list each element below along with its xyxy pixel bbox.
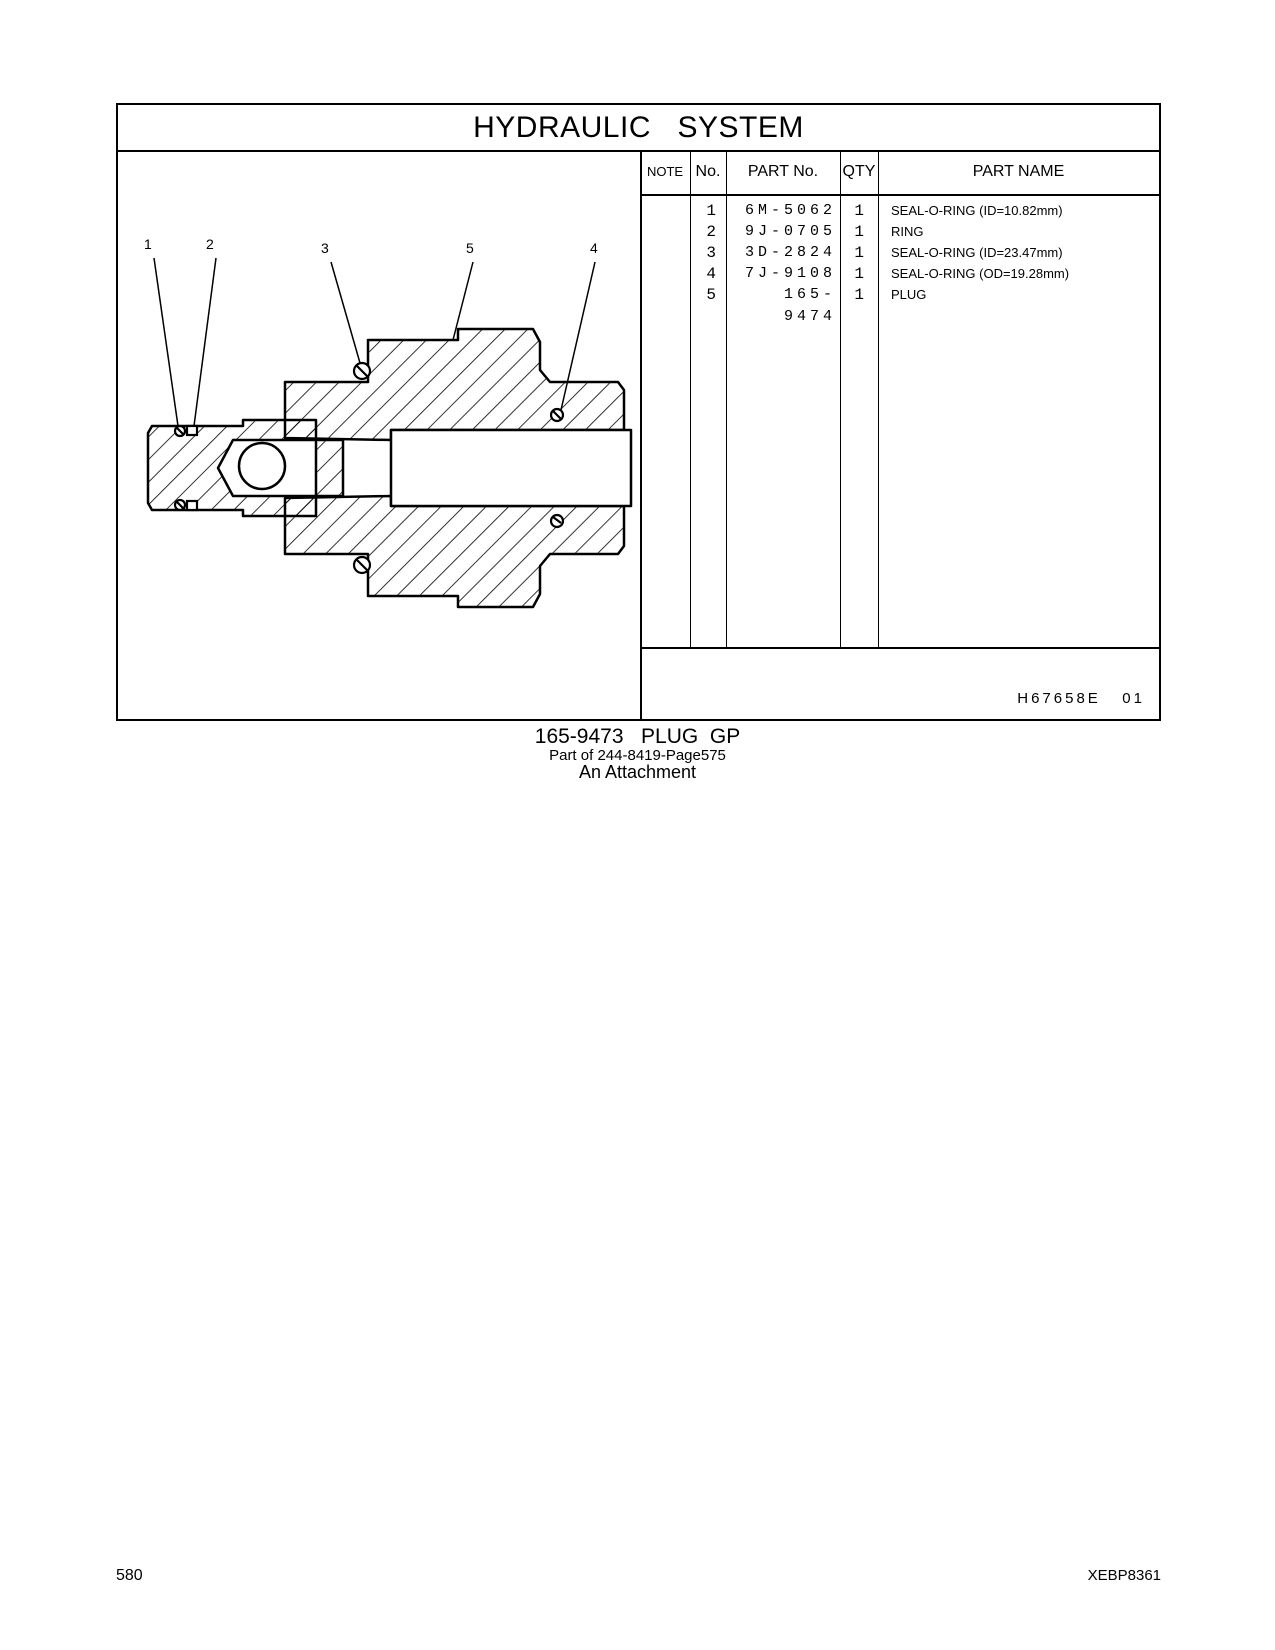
parts-list-table [640,150,1159,719]
part-number: 3D-2824 [744,244,836,261]
column-header-no: No. [695,163,721,180]
illustration-reference: H67658E 01 [1017,690,1145,707]
page-title [118,105,1159,152]
row-number: 4 [706,265,716,283]
column-header-part-no: PART No. [747,163,819,180]
plug-cross-section-diagram [118,150,640,719]
parts-frame [116,103,1161,721]
group-parent-reference: Part of 244-8419-Page575 [549,747,726,764]
part-name: SEAL-O-RING (OD=19.28mm) [891,266,1070,281]
table-row [640,284,1159,325]
table-row [640,221,1159,243]
part-name: SEAL-O-RING (ID=23.47mm) [891,245,1063,260]
row-number: 3 [706,244,716,262]
column-header-note: NOTE [646,164,684,179]
table-header [640,150,1159,196]
callout-1: 1 [144,236,152,252]
callout-2: 2 [206,236,214,252]
quantity: 1 [854,286,864,304]
table-row [640,263,1159,285]
quantity: 1 [854,223,864,241]
table-row [640,242,1159,264]
row-number: 5 [706,286,716,304]
part-name: SEAL-O-RING (ID=10.82mm) [891,203,1063,218]
column-header-qty: QTY [842,163,876,180]
part-number: 6M-5062 [744,202,836,219]
part-name: PLUG [891,287,927,302]
group-attachment-note: An Attachment [578,762,697,782]
column-header-part-name: PART NAME [972,163,1065,180]
document-id: XEBP8361 [1087,1567,1161,1584]
callout-5: 5 [466,240,474,256]
quantity: 1 [854,265,864,283]
row-number: 2 [706,223,716,241]
quantity: 1 [854,202,864,220]
group-title: 165-9473 PLUG GP [534,725,741,748]
page-number: 580 [116,1567,143,1584]
part-number: 165-9474 [783,286,836,325]
table-body-bottom-rule [640,647,1159,649]
callout-4: 4 [590,240,598,256]
quantity: 1 [854,244,864,262]
row-number: 1 [706,202,716,220]
part-name: RING [891,224,924,239]
part-number: 9J-0705 [744,223,836,240]
parts-drawing [118,150,642,719]
title-text: HYDRAULIC SYSTEM [473,111,804,144]
callout-3: 3 [321,240,329,256]
table-row [640,200,1159,222]
part-number: 7J-9108 [744,265,836,282]
